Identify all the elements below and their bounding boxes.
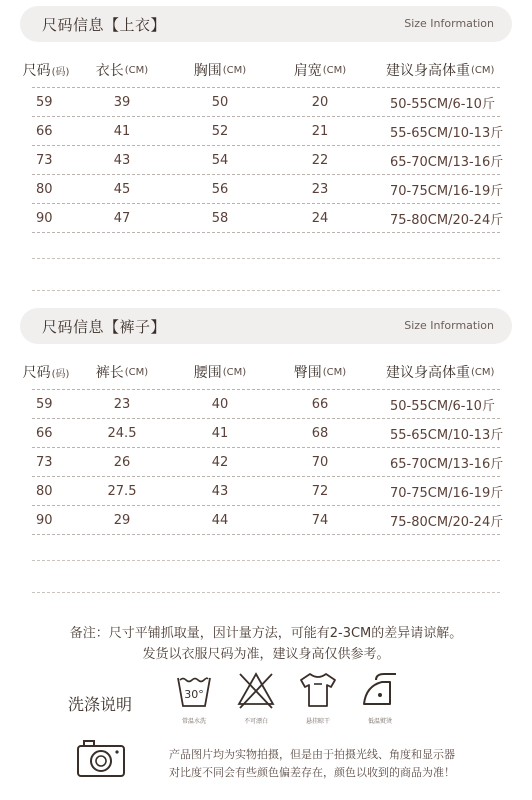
- header-waist: 腰围 (CM): [193, 365, 247, 381]
- care-label: 常温水洗: [181, 718, 206, 725]
- top-section-title: 尺码信息【上衣】: [42, 16, 167, 34]
- cell-size: 80: [36, 182, 53, 197]
- cell-waist: 41: [211, 426, 229, 441]
- cell-waist: 44: [211, 513, 229, 528]
- cell-chest: 52: [211, 124, 229, 139]
- svg-text:30°: 30°: [184, 688, 204, 701]
- header-size: 尺码 (码): [22, 365, 70, 381]
- cell-height-weight: 65-70CM/13-16斤: [390, 457, 504, 472]
- cell-shoulder: 21: [311, 124, 329, 139]
- table-row: [20, 88, 512, 117]
- cell-height-weight: 50-55CM/6-10斤: [390, 97, 495, 112]
- table-row: [20, 477, 512, 506]
- disclaimer-line-1: 产品图片均为实物拍摄，但是由于拍摄光线、角度和显示器: [169, 748, 455, 761]
- cell-hip: 66: [311, 397, 329, 412]
- divider: [32, 290, 500, 291]
- camera-icon: [76, 738, 126, 782]
- table-header-row: [20, 354, 512, 390]
- cell-size: 80: [36, 484, 53, 499]
- wash-30-icon: [164, 668, 224, 728]
- cell-hip: 74: [311, 513, 329, 528]
- cell-size: 66: [36, 426, 53, 441]
- cell-chest: 56: [211, 182, 229, 197]
- table-row: [20, 146, 512, 175]
- cell-pants-length: 29: [113, 513, 131, 528]
- top-section-subtitle: Size Information: [404, 17, 494, 30]
- wash-instructions-title: 洗涤说明: [68, 695, 133, 714]
- header-hip: 臀围 (CM): [293, 365, 347, 381]
- header-chest: 胸围 (CM): [193, 63, 247, 79]
- cell-shoulder: 20: [311, 95, 329, 110]
- care-label: 悬挂晾干: [305, 718, 330, 725]
- care-label: 低温熨烫: [367, 718, 392, 725]
- table-row: [20, 448, 512, 477]
- cell-waist: 42: [211, 455, 229, 470]
- table-row: [20, 390, 512, 419]
- cell-pants-length: 26: [113, 455, 131, 470]
- cell-size: 59: [36, 95, 53, 110]
- top-size-table: [20, 52, 512, 233]
- divider: [32, 560, 500, 561]
- cell-length: 43: [113, 153, 131, 168]
- cell-size: 90: [36, 211, 53, 226]
- cell-size: 73: [36, 455, 53, 470]
- cell-shoulder: 24: [311, 211, 329, 226]
- cell-height-weight: 50-55CM/6-10斤: [390, 399, 495, 414]
- cell-chest: 58: [211, 211, 229, 226]
- cell-size: 66: [36, 124, 53, 139]
- divider: [32, 592, 500, 593]
- cell-chest: 54: [211, 153, 229, 168]
- no-bleach-icon: [226, 668, 286, 728]
- header-length: 衣长 (CM): [95, 63, 149, 79]
- header-size: 尺码 (码): [22, 63, 70, 79]
- cell-height-weight: 75-80CM/20-24斤: [390, 515, 504, 530]
- table-row: [20, 506, 512, 535]
- cell-hip: 70: [311, 455, 329, 470]
- cell-size: 59: [36, 397, 53, 412]
- cell-size: 73: [36, 153, 53, 168]
- bottom-section-header: [20, 308, 512, 344]
- header-height-weight: 建议身高体重 (CM): [386, 365, 495, 381]
- table-row: [20, 204, 512, 233]
- table-row: [20, 175, 512, 204]
- cell-height-weight: 70-75CM/16-19斤: [390, 184, 504, 199]
- cell-length: 47: [113, 211, 131, 226]
- cell-shoulder: 22: [311, 153, 329, 168]
- photo-disclaimer: [142, 746, 482, 782]
- cell-chest: 50: [211, 95, 229, 110]
- disclaimer-line-2: 对比度不同会有些颜色偏差存在，颜色以收到的商品为准！: [169, 766, 455, 779]
- top-section-header: [20, 6, 512, 42]
- header-pants-length: 裤长 (CM): [95, 365, 149, 381]
- note-line-2: 发货以衣服尺码为准，建议身高仅供参考。: [142, 647, 390, 662]
- cell-waist: 40: [211, 397, 229, 412]
- cell-length: 39: [113, 95, 131, 110]
- cell-length: 45: [113, 182, 131, 197]
- header-shoulder: 肩宽 (CM): [293, 63, 347, 79]
- cell-pants-length: 27.5: [107, 484, 137, 499]
- divider: [32, 258, 500, 259]
- cell-length: 41: [113, 124, 131, 139]
- cell-pants-length: 24.5: [107, 426, 137, 441]
- cell-shoulder: 23: [311, 182, 329, 197]
- cell-height-weight: 55-65CM/10-13斤: [390, 428, 504, 443]
- cell-height-weight: 65-70CM/13-16斤: [390, 155, 504, 170]
- table-row: [20, 419, 512, 448]
- cell-size: 90: [36, 513, 53, 528]
- iron-low-icon: [350, 668, 410, 728]
- cell-hip: 72: [311, 484, 329, 499]
- table-row: [20, 117, 512, 146]
- care-label: 不可漂白: [243, 718, 268, 725]
- hang-dry-icon: [288, 668, 348, 728]
- cell-pants-length: 23: [113, 397, 131, 412]
- cell-height-weight: 75-80CM/20-24斤: [390, 213, 504, 228]
- cell-height-weight: 55-65CM/10-13斤: [390, 126, 504, 141]
- bottom-section-title: 尺码信息【裤子】: [42, 318, 167, 336]
- cell-waist: 43: [211, 484, 229, 499]
- bottom-size-table: [20, 354, 512, 535]
- note-line-1: 备注：尺寸平铺抓取量，因计量方法，可能有2-3CM的差异请谅解。: [69, 626, 463, 641]
- header-height-weight: 建议身高体重 (CM): [386, 63, 495, 79]
- bottom-section-subtitle: Size Information: [404, 319, 494, 332]
- cell-height-weight: 70-75CM/16-19斤: [390, 486, 504, 501]
- cell-hip: 68: [311, 426, 329, 441]
- table-header-row: [20, 52, 512, 88]
